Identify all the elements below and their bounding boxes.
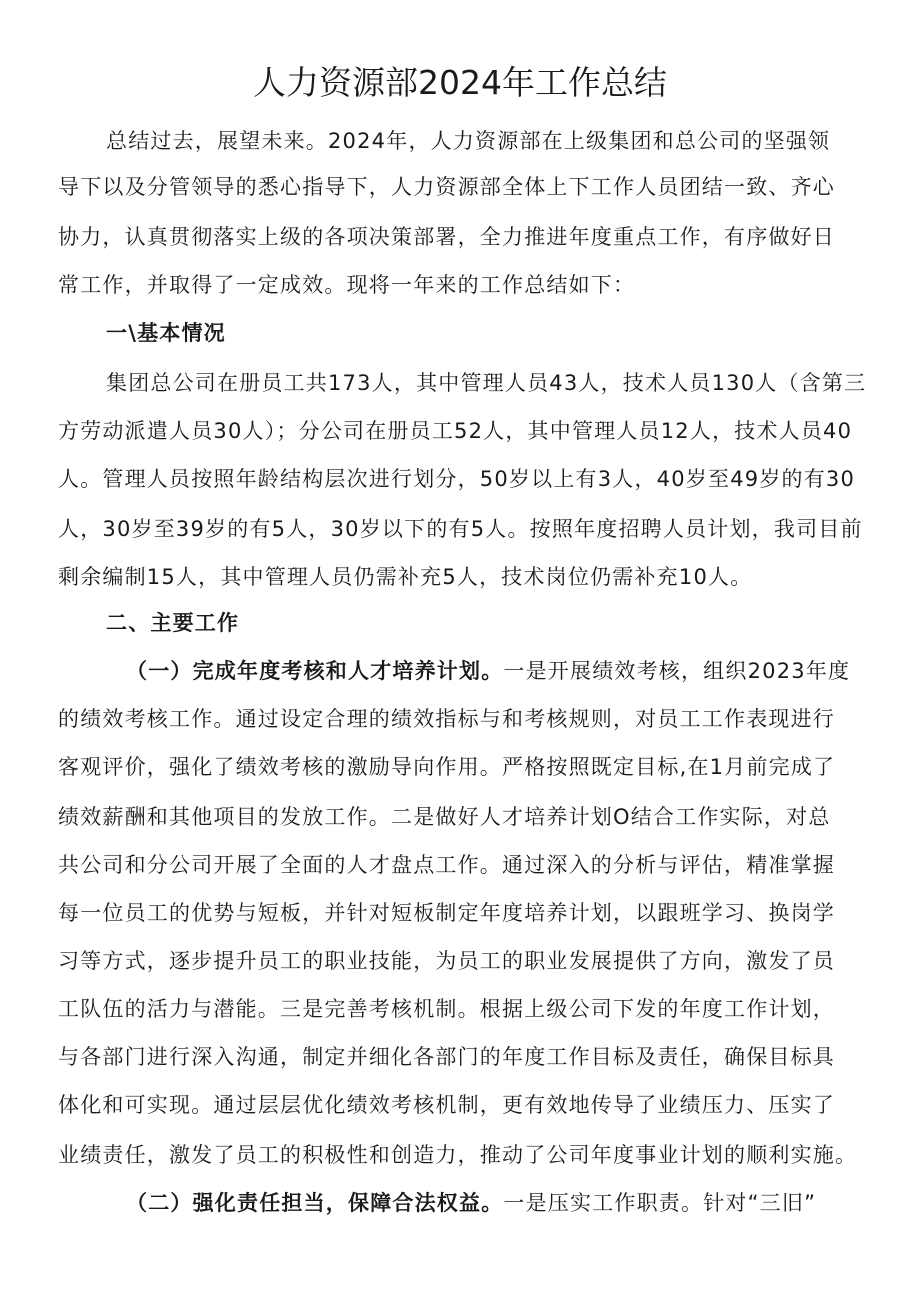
paragraph-line: 客观评价，强化了绩效考核的激励导向作用。严格按照既定目标,在1月前完成了 (58, 755, 836, 779)
paragraph-line: 常工作，并取得了一定成效。现将一年来的工作总结如下： (58, 273, 636, 297)
paragraph-line: 方劳动派遣人员30人）；分公司在册员工52人，其中管理人员12人，技术人员40 (58, 419, 853, 443)
paragraph-line: 习等方式，逐步提升员工的职业技能，为员工的职业发展提供了方向，激发了员 (58, 949, 835, 973)
paragraph-line: 总结过去，展望未来。2024年，人力资源部在上级集团和总公司的坚强领 (106, 129, 831, 153)
section-heading: 二、主要工作 (106, 611, 240, 635)
paragraph-line: 人。管理人员按照年龄结构层次进行划分，50岁以上有3人，40岁至49岁的有30 (58, 467, 856, 491)
paragraph-line: 导下以及分管领导的悉心指导下，人力资源部全体上下工作人员团结一致、齐心 (58, 175, 835, 199)
section-heading: 一\基本情况 (106, 321, 226, 345)
paragraph-line: 共公司和分公司开展了全面的人才盘点工作。通过深入的分析与评估，精准掌握 (58, 853, 835, 877)
paragraph-line: 每一位员工的优势与短板，并针对短板制定年度培养计划，以跟班学习、换岗学 (58, 901, 835, 925)
paragraph-line: 集团总公司在册员工共173人，其中管理人员43人，技术人员130人（含第三 (106, 371, 867, 395)
paragraph-line: 业绩责任，激发了员工的积极性和创造力，推动了公司年度事业计划的顺利实施。 (58, 1143, 858, 1167)
paragraph-line: 剩余编制15人，其中管理人员仍需补充5人，技术岗位仍需补充10人。 (58, 565, 753, 589)
paragraph-line: 工队伍的活力与潜能。三是完善考核机制。根据上级公司下发的年度工作计划， (58, 997, 835, 1021)
subsection-text: 一是压实工作职责。针对“三旧” (503, 1191, 817, 1215)
paragraph-line: 人，30岁至39岁的有5人，30岁以下的有5人。按照年度招聘人员计划，我司目前 (58, 517, 863, 541)
paragraph-line: 的绩效考核工作。通过设定合理的绩效指标与和考核规则，对员工工作表现进行 (58, 707, 835, 731)
subsection-line (126, 656, 850, 686)
paragraph-line: 与各部门进行深入沟通，制定并细化各部门的年度工作目标及责任，确保目标具 (58, 1045, 835, 1069)
subsection-heading: （一）完成年度考核和人才培养计划。 (126, 659, 504, 683)
subsection-line (126, 1188, 816, 1218)
paragraph-line: 协力，认真贯彻落实上级的各项决策部署，全力推进年度重点工作，有序做好日 (58, 225, 835, 249)
paragraph-line: 绩效薪酬和其他项目的发放工作。二是做好人才培养计划O结合工作实际，对总 (58, 805, 831, 829)
document-title: 人力资源部2024年工作总结 (253, 63, 667, 102)
paragraph-line: 体化和可实现。通过层层优化绩效考核机制，更有效地传导了业绩压力、压实了 (58, 1093, 835, 1117)
subsection-heading: （二）强化责任担当，保障合法权益。 (126, 1191, 504, 1215)
subsection-text: 一是开展绩效考核，组织2023年度 (503, 659, 851, 683)
